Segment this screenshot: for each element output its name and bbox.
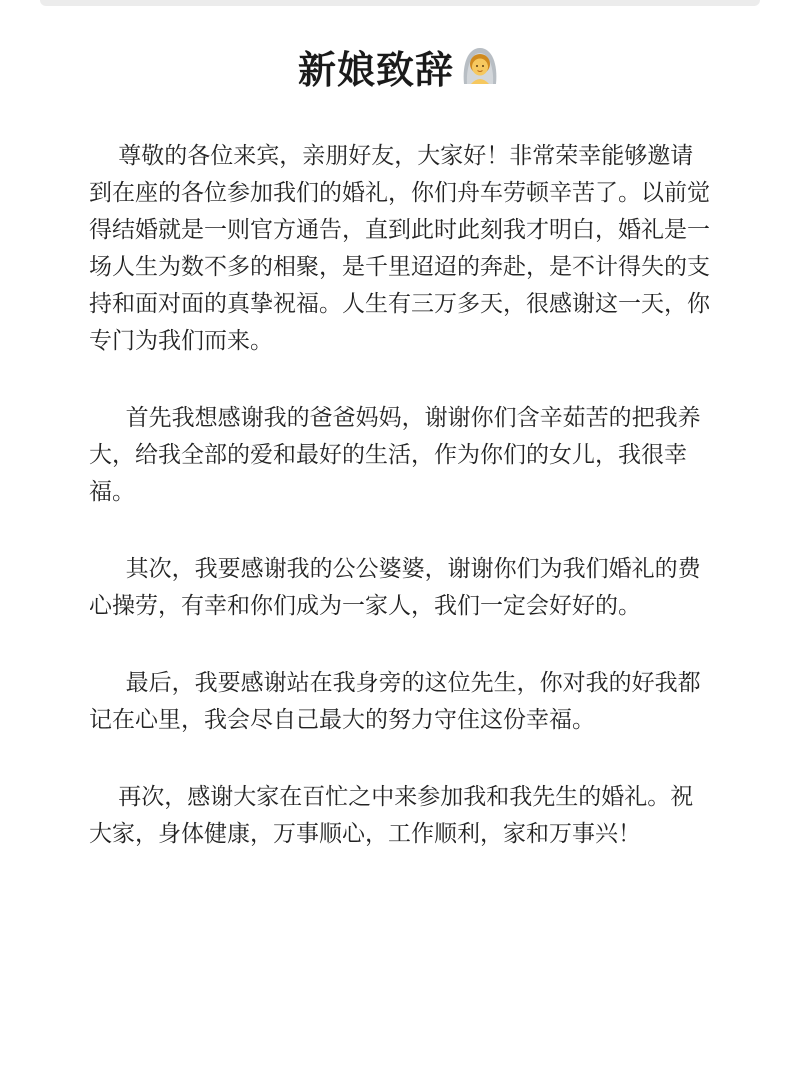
paragraph-greeting: 尊敬的各位来宾，亲朋好友，大家好！非常荣幸能够邀请到在座的各位参加我们的婚礼，你们舟车劳顿辛苦了。以前觉得结婚就是一则官方通告，直到此时此刻我才明白，婚礼是一场人生为数不多的相聚，是千里迢迢的奔赴，是不计得失的支持和面对面的真挚祝福。人生有三万多天，很感谢这一天，你专门为我们而来。	[89, 143, 710, 354]
paragraph-in-laws: 其次，我要感谢我的公公婆婆，谢谢你们为我们婚礼的费心操劳，有幸和你们成为一家人，我们一定会好好的。	[89, 556, 701, 619]
bride-with-veil-icon	[458, 44, 502, 88]
title-row	[0, 38, 800, 94]
speech-body	[89, 138, 711, 853]
page-title: 新娘致辞	[297, 47, 454, 92]
top-edge-bar	[40, 0, 760, 6]
paragraph-husband: 最后，我要感谢站在我身旁的这位先生，你对我的好我都记在心里，我会尽自己最大的努力守住这份幸福。	[89, 670, 701, 733]
paragraph-parents: 首先我想感谢我的爸爸妈妈，谢谢你们含辛茹苦的把我养大，给我全部的爱和最好的生活，作为你们的女儿，我很幸福。	[89, 405, 701, 505]
paragraph-closing: 再次，感谢大家在百忙之中来参加我和我先生的婚礼。祝大家，身体健康，万事顺心，工作顺利，家和万事兴！	[89, 784, 694, 847]
